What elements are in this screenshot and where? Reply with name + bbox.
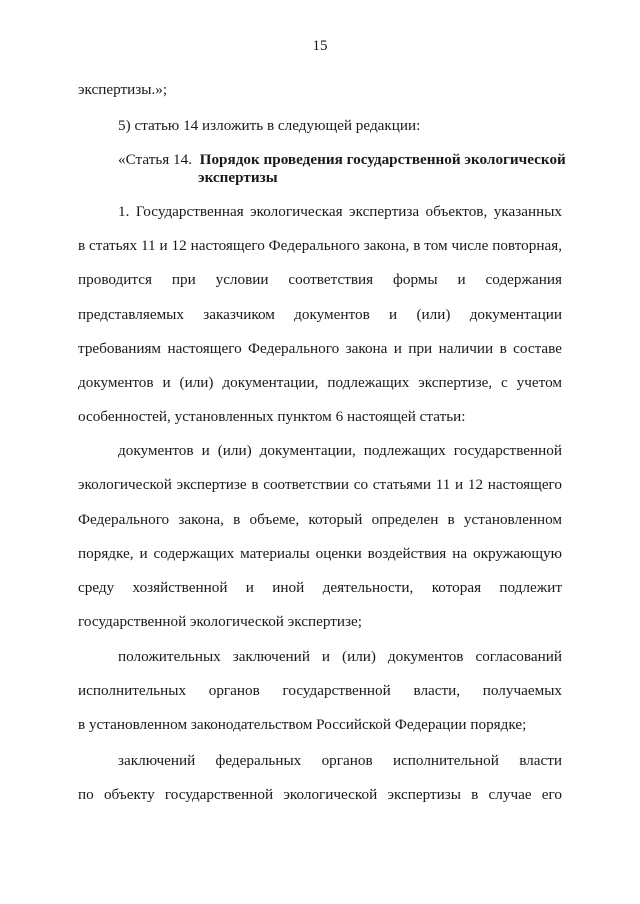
article-title-continued: экспертизы [198, 169, 278, 186]
paragraph-line: документов и (или) документации, подлежащих экспертизе, с учетом [78, 374, 562, 391]
paragraph-line: в статьях 11 и 12 настоящего Федерального закона, в том числе повторная, [78, 237, 562, 254]
paragraph-line: особенностей, установленных пунктом 6 настоящей статьи: [78, 408, 466, 425]
article-title: Порядок проведения государственной экологической [199, 151, 566, 168]
paragraph-line: государственной экологической экспертизе; [78, 613, 362, 630]
paragraph-line: положительных заключений и (или) документов согласований [118, 648, 562, 665]
paragraph-line: порядке, и содержащих материалы оценки воздействия на окружающую [78, 545, 562, 562]
page-number: 15 [312, 38, 328, 54]
paragraph-line: экологической экспертизе в соответствии со статьями 11 и 12 настоящего [78, 476, 562, 493]
paragraph-line: документов и (или) документации, подлежащих государственной [118, 442, 562, 459]
paragraph-line: по объекту государственной экологической экспертизы в случае его [78, 786, 562, 803]
text-line: экспертизы.»; [78, 81, 168, 98]
paragraph-line: исполнительных органов государственной власти, получаемых [78, 682, 562, 699]
paragraph-line: 1. Государственная экологическая экспертиза объектов, указанных [118, 203, 562, 220]
paragraph-line: требованиям настоящего Федерального закона и при наличии в составе [78, 340, 562, 357]
paragraph-line: среду хозяйственной и иной деятельности, которая подлежит [78, 579, 562, 596]
paragraph-line: в установленном законодательством Российской Федерации порядке; [78, 716, 527, 733]
article-heading [118, 150, 566, 170]
paragraph-line: Федерального закона, в объеме, который определен в установленном [78, 511, 562, 528]
paragraph-line: заключений федеральных органов исполнительной власти [118, 752, 562, 769]
paragraph-line: представляемых заказчиком документов и (или) документации [78, 306, 562, 323]
amendment-item: 5) статью 14 изложить в следующей редакции: [118, 117, 421, 134]
article-number: «Статья 14. [118, 151, 193, 168]
paragraph-line: проводится при условии соответствия формы и содержания [78, 271, 562, 288]
